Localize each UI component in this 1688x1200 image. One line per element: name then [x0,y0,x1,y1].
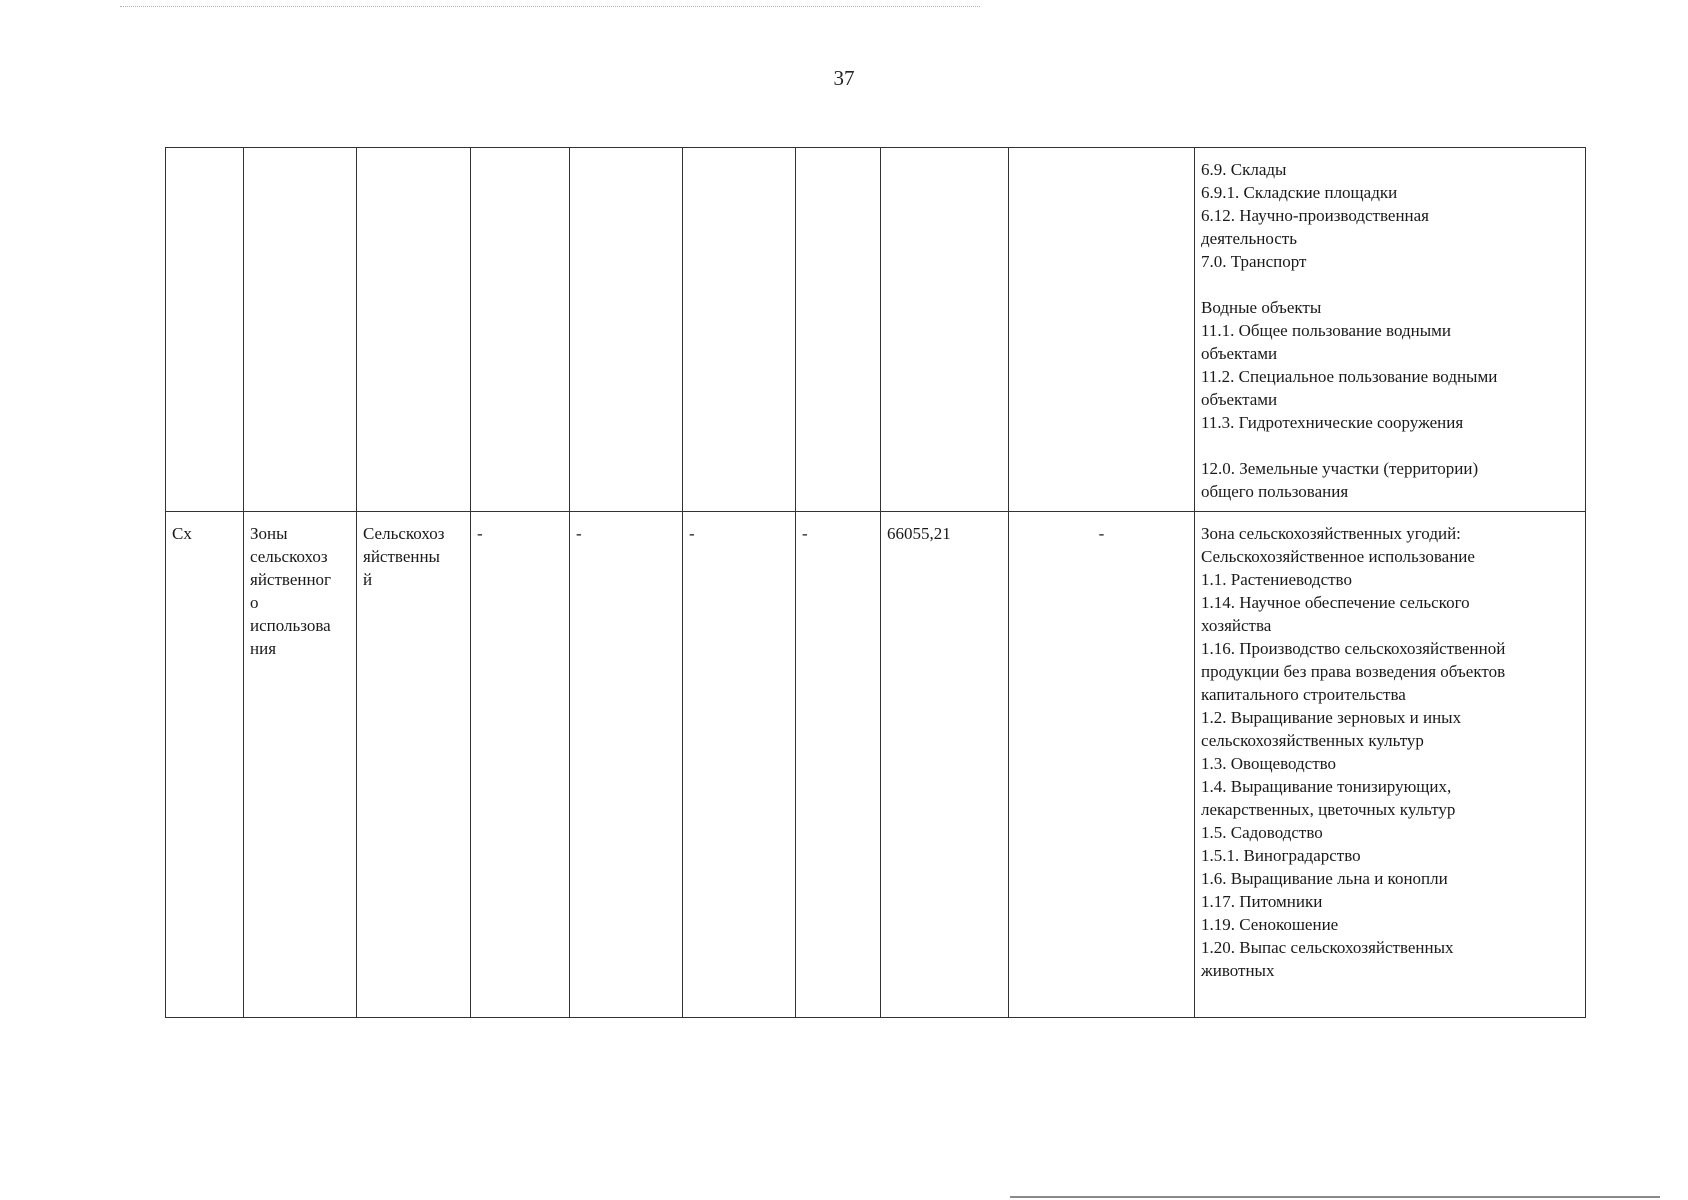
cell-col4 [471,148,570,512]
cell-col9 [1009,148,1195,512]
zone-type-line: яйственны [363,547,440,566]
use-line: 1.1. Растениеводство [1201,570,1352,589]
use-line: животных [1201,961,1275,980]
zone-name-line: ния [250,639,277,658]
use-heading: Зона сельскохозяйственных угодий: [1201,524,1461,543]
cell-permitted-uses [1195,148,1586,512]
cell-col6 [683,148,796,512]
cell-col7: - [796,512,881,1018]
cell-area [881,148,1009,512]
use-line: продукции без права возведения объектов [1201,662,1506,681]
zone-name-line: яйственног [250,570,332,589]
use-line: 1.6. Выращивание льна и конопли [1201,869,1448,888]
use-line: общего пользования [1201,482,1349,501]
cell-col5: - [570,512,683,1018]
cell-zone-type [357,512,471,1018]
scan-artifact-bottom [1010,1196,1660,1198]
table-row [166,148,1586,512]
use-line: Сельскохозяйственное использование [1201,547,1475,566]
use-line: 1.5. Садоводство [1201,823,1323,842]
cell-area: 66055,21 [881,512,1009,1018]
zone-name-line: о [250,593,259,612]
page-number: 37 [833,66,855,90]
use-line: 11.3. Гидротехнические сооружения [1201,413,1464,432]
use-line: объектами [1201,390,1278,409]
blank-line [1201,434,1579,457]
cell-permitted-uses [1195,512,1586,1018]
zone-type-line: Сельскохоз [363,524,445,543]
use-line: 1.19. Сенокошение [1201,915,1339,934]
use-line: лекарственных, цветочных культур [1201,800,1456,819]
zones-table [165,147,1586,1018]
use-line: 1.2. Выращивание зерновых и иных [1201,708,1462,727]
cell-zone-name [244,148,357,512]
use-line: 1.3. Овощеводство [1201,754,1337,773]
cell-zone-type [357,148,471,512]
use-heading: Водные объекты [1201,298,1322,317]
use-line: хозяйства [1201,616,1272,635]
use-line: деятельность [1201,229,1297,248]
scan-artifact-top [120,6,980,8]
use-line: 6.9.1. Складские площадки [1201,183,1398,202]
cell-col9: - [1009,512,1195,1018]
use-line: сельскохозяйственных культур [1201,731,1424,750]
cell-col7 [796,148,881,512]
use-line: 1.17. Питомники [1201,892,1323,911]
zone-name-line: использова [250,616,331,635]
use-line: 1.14. Научное обеспечение сельского [1201,593,1470,612]
use-line: капитального строительства [1201,685,1406,704]
use-line: 6.9. Склады [1201,160,1287,179]
blank-line [1201,273,1579,296]
use-line: 6.12. Научно-производственная [1201,206,1430,225]
use-line: 1.4. Выращивание тонизирующих, [1201,777,1452,796]
zone-name-line: сельскохоз [250,547,328,566]
use-line: 1.20. Выпас сельскохозяйственных [1201,938,1454,957]
cell-col6: - [683,512,796,1018]
use-line: 7.0. Транспорт [1201,252,1307,271]
cell-col5 [570,148,683,512]
cell-col4: - [471,512,570,1018]
zone-type-line: й [363,570,373,589]
cell-code [166,148,244,512]
table-row [166,512,1586,1018]
use-line: объектами [1201,344,1278,363]
use-line: 12.0. Земельные участки (территории) [1201,459,1479,478]
use-line: 1.16. Производство сельскохозяйственной [1201,639,1506,658]
use-line: 11.2. Специальное пользование водными [1201,367,1498,386]
zone-name-line: Зоны [250,524,288,543]
use-line: 11.1. Общее пользование водными [1201,321,1451,340]
cell-code: Сх [166,512,244,1018]
cell-zone-name [244,512,357,1018]
use-line: 1.5.1. Виноградарство [1201,846,1361,865]
